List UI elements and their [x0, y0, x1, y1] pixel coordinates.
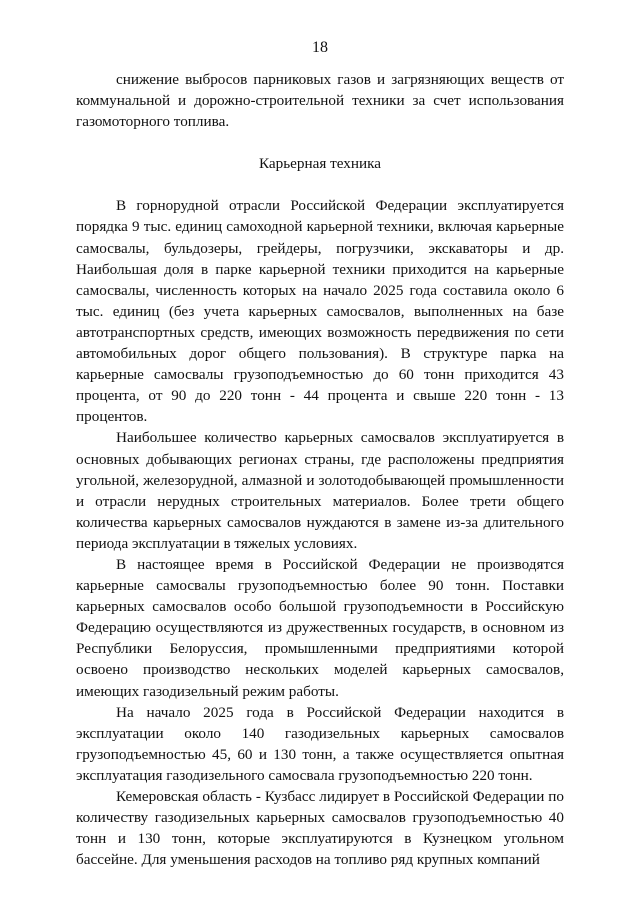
document-body [76, 69, 564, 870]
paragraph-continuation: снижение выбросов парниковых газов и загрязняющих веществ от коммунальной и дорожно-строительной техники за счет использования газомоторного топлива. [76, 71, 564, 131]
paragraph-fleet-overview: В горнорудной отрасли Российской Федерации эксплуатируется порядка 9 тыс. единиц самоходной карьерной техники, включая карьерные самосвалы, бульдозеры, грейдеры, погрузчики, экскаваторы и др. Наибольшая доля в парке карьерной техники приходится на карьерные самосвалы, численность которых на начало 2025 года составила около 6 тыс. единиц (без учета карьерных самосвалов, выполненных на базе автотранспортных средств, имеющих возможность передвижения по сети автомобильных дорог общего пользования). В структуре парка на карьерные самосвалы грузоподъемностью до 60 тонн приходится 43 процента, от 90 до 220 тонн - 44 процента и свыше 220 тонн - 13 процентов. [76, 197, 564, 426]
page-number: 18 [312, 39, 328, 56]
section-heading: Карьерная техника [258, 155, 382, 173]
paragraph-kuzbass: Кемеровская область - Кузбасс лидирует в Российской Федерации по количеству газодизельных карьерных самосвалов грузоподъемностью 40 тонн и 130 тонн, которые эксплуатируются в Кузнецком угольном бассейне. Для уменьшения расходов на топливо ряд крупных компаний [76, 788, 564, 869]
paragraph-regions: Наибольшее количество карьерных самосвалов эксплуатируется в основных добывающих регионах страны, где расположены предприятия угольной, железорудной, алмазной и золотодобывающей промышленности и отрасли нерудных строительных материалов. Более трети общего количества карьерных самосвалов нуждаются в замене из-за длительного периода эксплуатации в тяжелых условиях. [76, 429, 564, 552]
paragraph-gas-diesel-count: На начало 2025 года в Российской Федерации находится в эксплуатации около 140 газодизельных карьерных самосвалов грузоподъемностью 45, 60 и 130 тонн, а также осуществляется опытная эксплуатация газодизельного самосвала грузоподъемностью 220 тонн. [76, 703, 564, 784]
paragraph-production: В настоящее время в Российской Федерации не производятся карьерные самосвалы грузоподъемностью более 90 тонн. Поставки карьерных самосвалов особо большой грузоподъемности в Российскую Федерацию осуществляются из дружественных государств, в основном из Республики Белоруссия, промышленными предприятиями которой освоено производство нескольких моделей карьерных самосвалов, имеющих газодизельный режим работы. [76, 555, 564, 700]
